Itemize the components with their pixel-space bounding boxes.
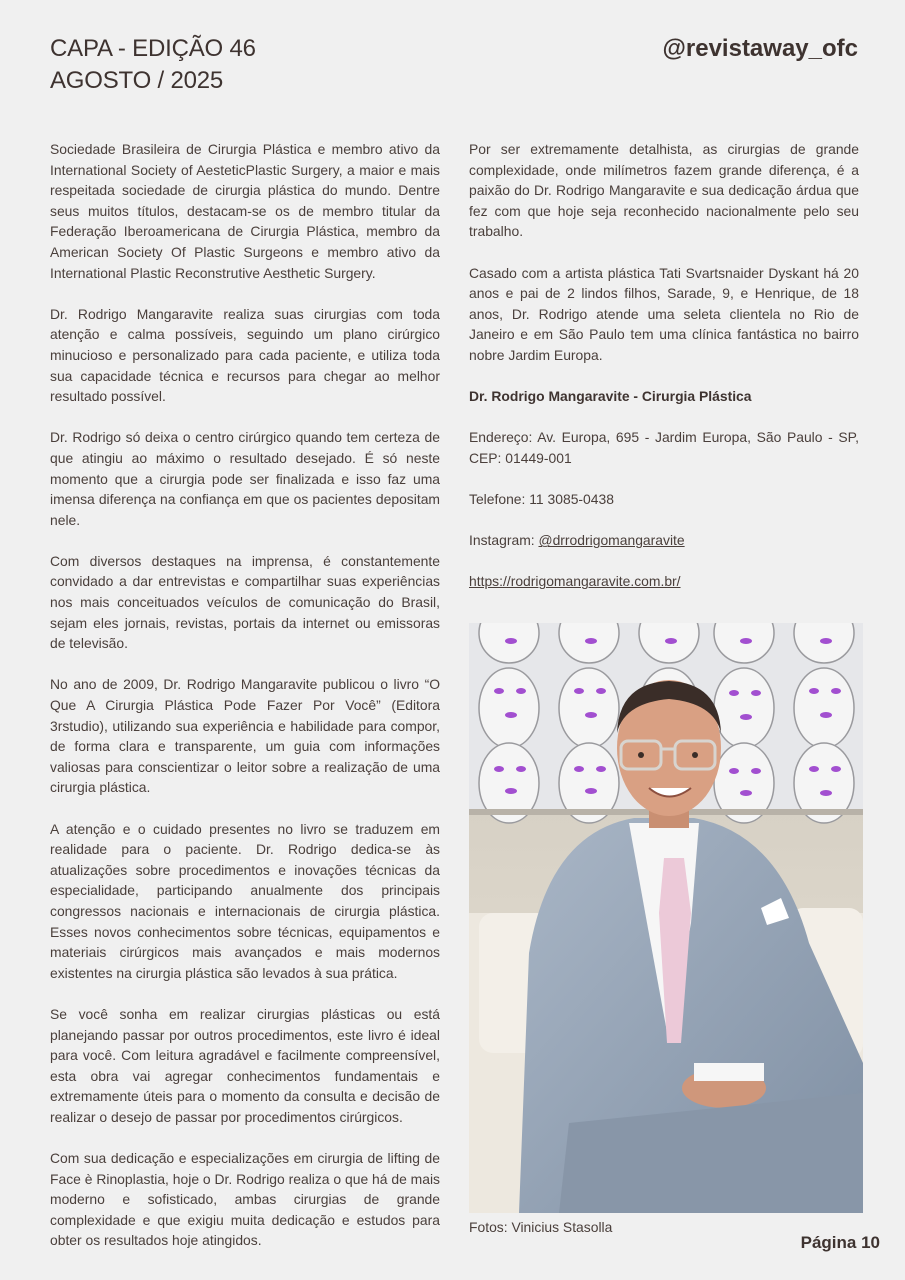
instagram-link[interactable]: @drrodrigomangaravite — [538, 532, 685, 549]
paragraph: No ano de 2009, Dr. Rodrigo Mangaravite publicou o livro “O Que A Cirurgia Plástica Pode Fazer Por Você” (Editora 3rstudio), utilizando sua experiência e habilidade para compor, de forma clara e transparente, um guia com informações valiosas para conscientizar o leitor sobre a realização de uma cirurgia plástica. — [50, 676, 440, 796]
paragraph: Sociedade Brasileira de Cirurgia Plástica e membro ativo da International Society of AesteticPlastic Surgery, a maior e mais respeitada sociedade de cirurgia plástica do mundo. Dentre seus muitos títulos, destacam-se os de membro titular da Federação Iberoamericana de Cirurgia Plástica, membro da American Society Of Plastic Surgeons e membro ativo da International Plastic Reconstrutive Aesthetic Surgery. — [50, 141, 440, 281]
magazine-handle: @revistaway_ofc — [662, 35, 858, 62]
paragraph: Dr. Rodrigo Mangaravite realiza suas cirurgias com toda atenção e calma possíveis, seguindo um plano cirúrgico minucioso e personalizado para cada paciente, e utiliza toda sua capacidade técnica e recursos para chegar ao melhor resultado possível. — [50, 305, 440, 405]
paragraph: Com diversos destaques na imprensa, é constantemente convidado a dar entrevistas e compartilhar suas experiências nos mais conceituados veículos de comunicação do Brasil, sejam eles jornais, revistas, portais da internet ou emissoras de televisão. — [50, 552, 440, 652]
contact-instagram — [469, 530, 859, 551]
edition-header — [50, 33, 256, 97]
paragraph: Com sua dedicação e especializações em cirurgia de lifting de Face è Rinoplastia, hoje o Dr. Rodrigo realiza o que há de mais moderno e sofisticado, ambas cirurgias de grande complexidade e que exigiu muita dedicação e estudos para obter os resultados hoje atingidos. — [50, 1150, 440, 1249]
contact-website — [469, 571, 859, 592]
edition-date: AGOSTO / 2025 — [50, 67, 224, 94]
paragraph: A atenção e o cuidado presentes no livro se traduzem em realidade para o paciente. Dr. Rodrigo dedica-se às atualizações sobre procedimentos e inovações técnicas da especialidade, participando anualmente dos principais congressos nacionais e internacionais de cirurgia plástica. Esses novos conhecimentos sobre técnicas, equipamentos e materiais cirúrgicos mais avançados e mais modernos existentes na cirurgia plástica são levados à sua prática. — [50, 820, 440, 981]
edition-title: CAPA - EDIÇÃO 46 — [50, 35, 256, 62]
article-right-column — [469, 139, 859, 613]
website-link[interactable]: https://rodrigomangaravite.com.br/ — [469, 573, 681, 590]
paragraph: Por ser extremamente detalhista, as cirurgias de grande complexidade, onde milímetros fazem grande diferença, é a paixão do Dr. Rodrigo Mangaravite e sua dedicação árdua que fez com que hoje seja reconhecido nacionalmente pelo seu trabalho. — [469, 141, 859, 240]
contact-address: Endereço: Av. Europa, 695 - Jardim Europa, São Paulo - SP, CEP: 01449-001 — [469, 429, 859, 466]
doctor-portrait-photo — [469, 623, 863, 1213]
contact-phone: Telefone: 11 3085-0438 — [469, 491, 614, 508]
photo-credit: Fotos: Vinicius Stasolla — [469, 1219, 613, 1235]
contact-title: Dr. Rodrigo Mangaravite - Cirurgia Plástica — [469, 388, 752, 405]
paragraph: Casado com a artista plástica Tati Svartsnaider Dyskant há 20 anos e pai de 2 lindos filhos, Sarade, 9, e Henrique, de 18 anos, Dr. Rodrigo atende uma seleta clientela no Rio de Janeiro e em São Paulo tem uma clínica fantástica no bairro nobre Jardim Europa. — [469, 264, 859, 363]
instagram-label: Instagram: — [469, 532, 539, 549]
article-left-column — [50, 139, 440, 1272]
paragraph: Dr. Rodrigo só deixa o centro cirúrgico quando tem certeza de que atingiu ao máximo o resultado desejado. É só neste momento que a cirurgia pode ser finalizada e isso faz uma imensa diferença na confiança em que os pacientes depositam nele. — [50, 429, 440, 528]
portrait-illustration — [469, 623, 863, 1213]
paragraph: Se você sonha em realizar cirurgias plásticas ou está planejando passar por outros procedimentos, este livro é ideal para você. Com leitura agradável e facilmente compreensível, esta obra vai agregar conhecimentos fundamentais e extremamente úteis para o momento da consulta e decisão de realizar o desejo de passar por procedimentos cirúrgicos. — [50, 1005, 440, 1125]
page-number: Página 10 — [800, 1233, 880, 1252]
